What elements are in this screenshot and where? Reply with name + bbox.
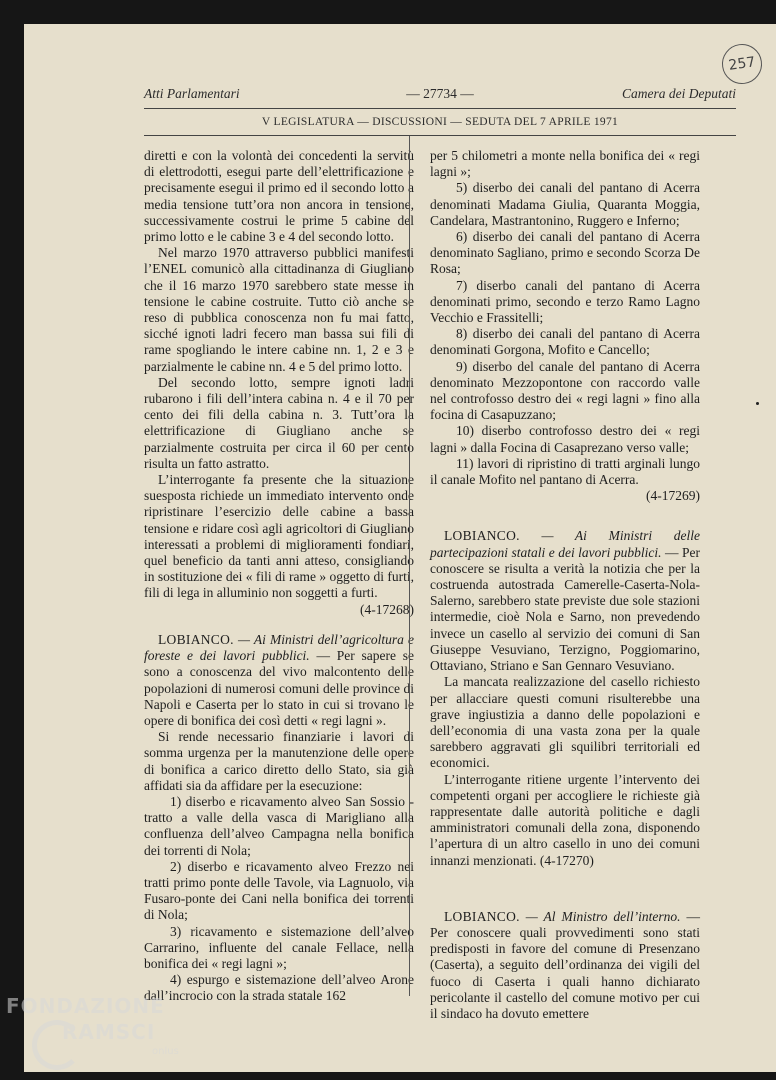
- reference-number: (4-17268): [360, 601, 414, 617]
- paragraph: Del secondo lotto, sempre ignoti ladri rubarono i fili dell’intera cabina n. 4 e il 70 per cento dei fili della cabina n. 3. Tutt’ora la elettrificazione di Giugliano anche se parzialmente costruita per circa il 60 per cento risulta un fatto astratto.: [144, 374, 414, 471]
- header-right: Camera dei Deputati: [622, 86, 736, 101]
- header-page-number: — 27734 —: [406, 86, 474, 101]
- reference-number: (4-17269): [646, 488, 700, 504]
- list-item: 2) diserbo e ricavamento alveo Frezzo nei tratti primo ponte delle Tavole, via Lagnuolo, via Fusaro-ponte dei Cani nella bonifica dei torrenti di Nola;: [144, 858, 414, 923]
- spacer: [430, 869, 700, 909]
- right-column: [430, 148, 700, 1022]
- paragraph: per 5 chilometri a monte nella bonifica dei « regi lagni »;: [430, 148, 700, 180]
- watermark-line1: FONDAZIONE: [6, 994, 165, 1018]
- interrogation-lead: — Per conoscere quali provvedimenti sono stati predisposti in favore del comune di Presenzano (Caserta), a seguito dell’ordinanza dei vigili del fuoco di Caserta i quali hanno dichiarato pericolante il castello del comune motivo per cui il sindaco ha dovuto emettere: [430, 908, 701, 1021]
- speck: [756, 402, 759, 405]
- interrogation-heading: [430, 909, 700, 1022]
- interrogation-addressee: — Al Ministro dell’interno.: [525, 908, 681, 924]
- paragraph: [430, 772, 700, 869]
- list-item: 6) diserbo dei canali del pantano di Acerra denominato Sagliano, primo e secondo Scorza De Rosa;: [430, 229, 700, 277]
- paragraph-text: L’interrogante ritiene urgente l’intervento dei competenti organi per accogliere le richieste già rappresentate dalle autorità politiche e dagli amministratori comunali della zona, disponendo l’apertura di un altro casello in uno dei comuni innanzi menzionati.: [430, 771, 700, 868]
- watermark-line2: RAMSCI: [62, 1020, 156, 1044]
- interrogation-lead: — Per conoscere se risulta a verità la notizia che per la costruenda autostrada Camerelle-Caserta-Nola-Salerno, sarebbero state previste due sole stazioni intermedie, cioè Nola e Sarno, non prevedendo invece un casello al servizio dei comuni di San Giuseppe Vesuviano, Terzigno, Poggiomarino, Ottaviano, Striano e San Gennaro Vesuviano.: [430, 544, 700, 674]
- watermark-line3: onlus: [152, 1046, 179, 1057]
- list-item: 10) diserbo controfosso destro dei « regi lagni » dalla Focina di Casaprezano verso valle;: [430, 423, 700, 455]
- list-item: 3) ricavamento e sistemazione dell’alveo Carrarino, influente del canale Fellace, nella bonifica dei « regi lagni »;: [144, 923, 414, 971]
- list-item: 9) diserbo del canale del pantano di Acerra denominato Mezzopontone con raccordo valle nel controfosso destro dei « regi lagni » fino alla focina di Casapuzzano;: [430, 358, 700, 423]
- session-subheader: V LEGISLATURA — DISCUSSIONI — SEDUTA DEL 7 APRILE 1971: [261, 116, 619, 128]
- list-item: 4) espurgo e sistemazione dell’alveo Arone dall’incrocio con la strada statale 162: [144, 972, 414, 1004]
- spacer: [144, 618, 414, 632]
- interrogation-lead: — Per sapere se sono a conoscenza del vivo malcontento delle popolazioni di numerosi comuni delle province di Napoli e Caserta per lo stato in cui si trovano le opere di bonifica dei così detti « regi lagni ».: [144, 648, 415, 728]
- header-rule: [144, 108, 736, 109]
- subheader-rule: [144, 135, 736, 136]
- interrogation-addressee: — Ai Ministri dell’agricoltura e foreste e dei lavori pubblici.: [144, 631, 415, 664]
- list-item: 5) diserbo dei canali del pantano di Acerra denominati Madama Giulia, Quaranta Moggia, Candelara, Mastrantonino, Ruggero e Inferno;: [430, 180, 700, 228]
- watermark-logo: [6, 994, 226, 1074]
- paragraph: diretti e con la volontà dei concedenti la servitù di elettrodotti, esegui parte dell’elettrificazione e precisamente esegui il primo ed il secondo lotto a media tensione tutt’ora non ancora in tensione, successivamente costrui le prime 5 cabine del primo lotto e le cabine 3 e 4 del secondo lotto.: [144, 148, 414, 245]
- page-number-stamp: 257: [719, 41, 764, 86]
- spacer: [430, 504, 700, 528]
- paragraph: La mancata realizzazione del casello richiesto per allacciare questi comuni risulterebbe una grave ingiustizia a danno delle popolazioni e dell’economia di una vasta zona per la quale sarebbero aggravati gli squilibri territoriali ed economici.: [430, 674, 700, 771]
- left-column: [144, 148, 414, 1005]
- list-item: 1) diserbo e ricavamento alveo San Sossio - tratto a valle della vasca di Marigliano alla confluenza dell’alveo Campagna nella bonifica dei torrenti di Nola;: [144, 793, 414, 858]
- list-item: 8) diserbo dei canali del pantano di Acerra denominati Gorgona, Mofito e Cancello;: [430, 326, 700, 358]
- interrogation-heading: [430, 528, 700, 674]
- document-page: [24, 24, 776, 1072]
- reference-number: (4-17270): [539, 852, 594, 868]
- list-item: 7) diserbo canali del pantano di Acerra denominati primo, secondo e terzo Ramo Lagno Vecchio e Frassitelli;: [430, 277, 700, 326]
- paragraph: Nel marzo 1970 attraverso pubblici manifesti l’ENEL comunicò alla cittadinanza di Giugliano che il 16 marzo 1970 sarebbero state messe in tensione le cabine costruite. Tutto ciò anche se reso di pubblica conoscenza non fu mai fatto, sicché ignoti ladri fecero man bassa sui fili di rame spogliando le intere cabine nn. 1, 2 e 3 e parzialmente le cabine nn. 4 e 5 del primo lotto.: [144, 245, 414, 374]
- paragraph: Si rende necessario finanziarie i lavori di somma urgenza per la manutenzione delle opere di bonifica a carico diretto dello Stato, sia già affidati sia da affidare per la esecuzione:: [144, 729, 414, 793]
- column-divider: [409, 136, 410, 996]
- list-item: 11) lavori di ripristino di tratti arginali lungo il canale Mofito nel pantano di Acerra.: [430, 455, 700, 488]
- paragraph: L’interrogante fa presente che la situazione suesposta richiede un immediato intervento onde ripristinare l’esercizio delle cabine a bassa tensione e ridare così agli agricoltori di Giugliano interessati a problemi di miglioramenti fondiari, quel beneficio da tanti anni atteso, consigliando in sostituzione dei « fili di rame » oggetto di furti, fili di lega in alluminio non soggetti a furti.: [144, 472, 414, 601]
- interrogation-author: LOBIANCO.: [444, 908, 520, 924]
- interrogation-addressee: — Ai Ministri delle partecipazioni statali e dei lavori pubblici.: [430, 528, 701, 560]
- interrogation-heading: [144, 632, 414, 729]
- interrogation-author: LOBIANCO.: [444, 528, 520, 544]
- page-header: [144, 84, 736, 106]
- header-left: Atti Parlamentari: [144, 86, 240, 101]
- interrogation-author: LOBIANCO.: [158, 631, 234, 647]
